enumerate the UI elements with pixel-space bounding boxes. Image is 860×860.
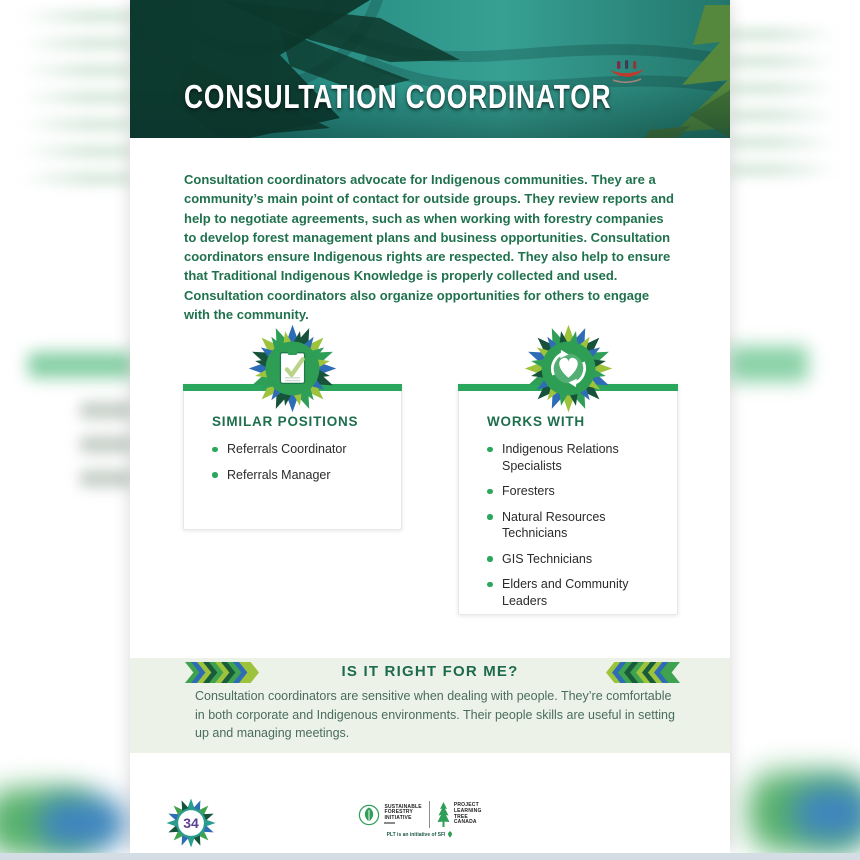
blurred-list-left <box>80 470 132 487</box>
list-item: Foresters <box>487 483 659 500</box>
page-number: 34 <box>183 815 199 831</box>
sfi-line: INITIATIVE <box>384 814 412 821</box>
blurred-list-left <box>80 402 132 419</box>
plt-tree-icon <box>437 802 450 828</box>
header-photo <box>130 0 730 138</box>
logo-divider <box>429 801 430 828</box>
similar-positions-heading: SIMILAR POSITIONS <box>212 414 359 429</box>
list-item: Indigenous Relations Specialists <box>487 441 659 474</box>
plt-logo-text <box>454 803 482 825</box>
works-with-heading: WORKS WITH <box>487 414 585 429</box>
sfi-line: SUSTAINABLE <box>384 803 422 810</box>
list-item: Elders and Community Leaders <box>487 576 659 609</box>
tagline-leaf-icon <box>447 831 453 838</box>
sfi-leaf-icon <box>358 804 380 826</box>
bottom-strip <box>0 853 860 860</box>
right-for-me-section <box>130 658 730 753</box>
similar-positions-list <box>212 441 383 483</box>
document-page <box>130 0 730 853</box>
list-item: GIS Technicians <box>487 551 659 568</box>
lake-forest-photo <box>130 0 730 138</box>
right-for-me-heading: IS IT RIGHT FOR ME? <box>341 663 519 680</box>
plt-line: PROJECT <box>453 802 479 809</box>
list-item: Referrals Coordinator <box>212 441 383 458</box>
blurred-text-right <box>730 28 838 198</box>
sfi-logo-text <box>384 805 421 825</box>
blurred-text-left <box>22 10 130 194</box>
right-for-me-paragraph: Consultation coordinators are sensitive when dealing with people. They’re comfortable in both corporate and Indigenous environments. Their people skills are useful in setting up and managing meetings. <box>195 689 675 740</box>
sfi-line: FORESTRY <box>384 809 414 816</box>
blurred-chevrons-right <box>792 786 860 840</box>
works-with-list <box>487 441 659 609</box>
sfi-small-mark <box>384 822 395 824</box>
tagline-text: PLT is an initiative of SFI <box>386 831 446 838</box>
list-item: Natural Resources Technicians <box>487 509 659 542</box>
intro-paragraph: Consultation coordinators advocate for Indigenous communities. They are a community’s main point of contact for outside groups. They review reports and help to negotiate agreements, such as when working with forestry companies to develop forest management plans and business opportunities. Consultation coordinators ensure Indigenous rights are respected. They also help to ensure that Traditional Indigenous Knowledge is properly collected and used. Consultation coordinators also organize opportunities for others to engage with the community. <box>184 172 674 323</box>
plt-line: TREE <box>453 813 468 820</box>
footer-logos <box>320 801 520 838</box>
plt-line: CANADA <box>453 819 477 826</box>
blurred-list-left <box>80 436 132 453</box>
page-number-badge <box>164 796 218 850</box>
blurred-chevrons-left <box>38 798 126 848</box>
plt-line: LEARNING <box>453 807 482 814</box>
community-heart-icon <box>522 322 615 415</box>
blurred-bar-left <box>28 352 132 378</box>
page-title: CONSULTATION COORDINATOR <box>184 78 612 115</box>
chevron-band-right <box>606 662 680 683</box>
footer-tagline <box>320 831 520 838</box>
clipboard-check-icon <box>246 322 339 415</box>
blurred-chevrons-left <box>0 788 100 856</box>
blurred-bar-right <box>730 346 808 382</box>
blurred-chevrons-right <box>748 772 860 852</box>
list-item: Referrals Manager <box>212 467 383 484</box>
works-with-card <box>458 384 678 615</box>
